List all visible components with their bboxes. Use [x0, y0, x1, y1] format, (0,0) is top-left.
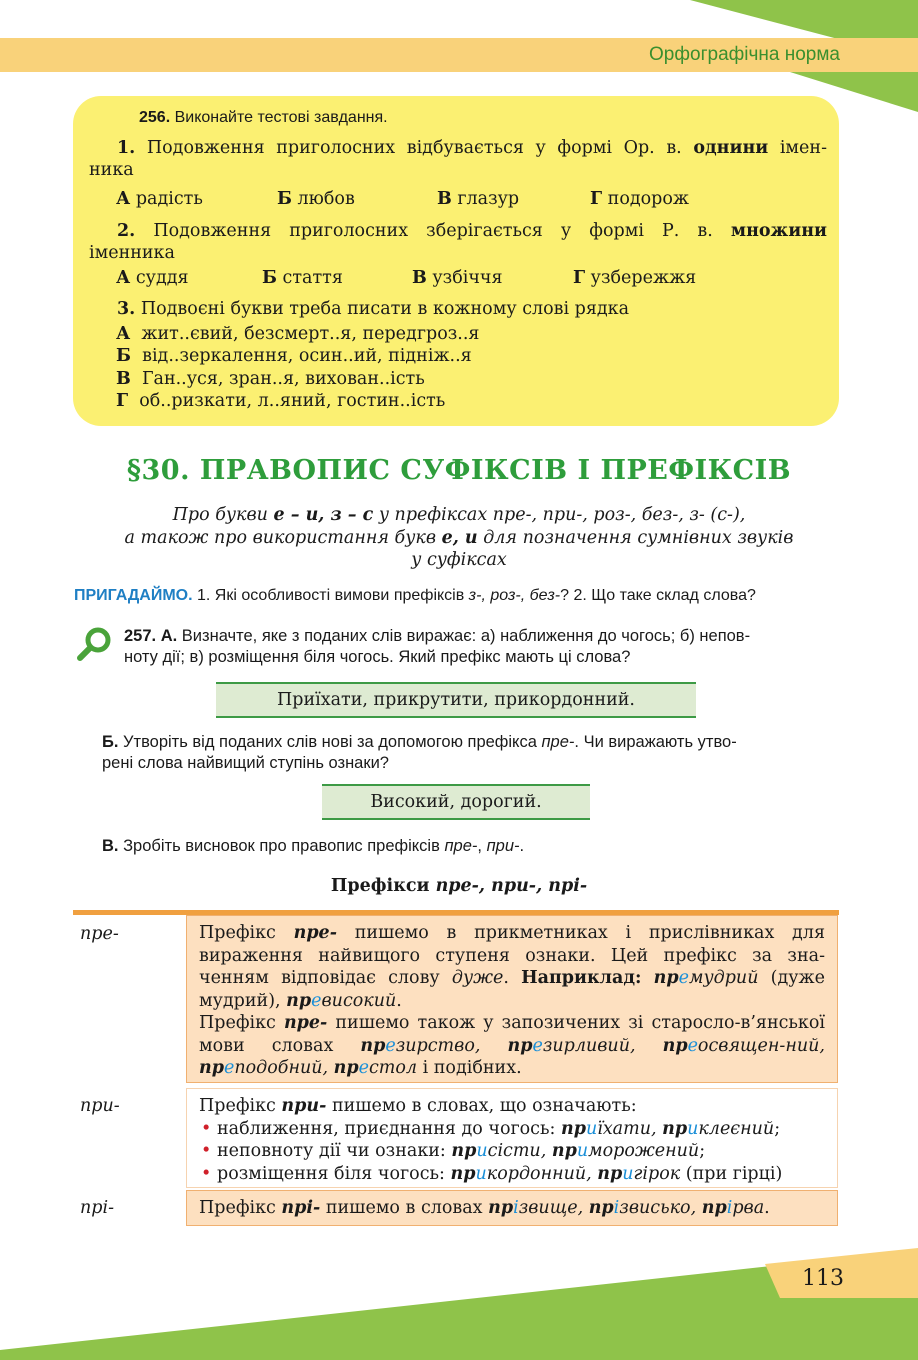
question-1: 1. Подовження приголосних відбувається у формі Ор. в. однини імен-: [117, 138, 827, 158]
rule-cell-pri: Префікс прі- пишемо в словах прізвище, прізвисько, прірва.: [186, 1190, 838, 1226]
section-subtitle-2: а також про використання букв е, и для позначення сумнівних звуків: [124, 528, 794, 548]
row-label-pre: пре-: [80, 924, 119, 944]
word-list-b: Високий, дорогий.: [322, 784, 590, 820]
option-a: А суддя: [116, 268, 189, 288]
question-3-option-h: Г об..ризкати, л..яний, гостин..ість: [116, 391, 446, 411]
option-h: Г подорож: [590, 189, 690, 209]
question-3-option-a: А жит..євий, безсмерт..я, передгроз..я: [116, 324, 480, 344]
word-list-a: Приїхати, прикрутити, прикордонний.: [216, 682, 696, 718]
option-v: В узбіччя: [412, 268, 503, 288]
option-a: А радість: [116, 189, 203, 209]
exercise-257-b: Б. Утворіть від поданих слів нові за допомогою префікса пре-. Чи виражають утво- рені слова найвищий ступінь ознаки?: [102, 733, 737, 772]
question-2: 2. Подовження приголосних зберігається у формі Р. в. множини: [117, 221, 827, 241]
question-2-cont: іменника: [89, 243, 175, 263]
list-item: • наближення, приєднання до чогось: приїхати, приклеєний;: [201, 1118, 781, 1139]
running-header: Орфографічна норма: [649, 44, 840, 65]
question-3-option-b: Б від..зеркалення, осин..ий, підніж..я: [116, 346, 472, 366]
rule-cell-pry: Префікс при- пишемо в словах, що означають: • наближення, приєднання до чогось: приїхати, приклеєний; • неповноту дії чи ознаки: присісти, приморожений; • розміщення біля чогось: прикордонний, пригірок (при гірці): [186, 1088, 838, 1188]
question-1-cont: ника: [89, 160, 134, 180]
option-v: В глазур: [437, 189, 520, 209]
option-h: Г узбережжя: [573, 268, 697, 288]
remember-note: ПРИГАДАЙМО. 1. Які особливості вимови префіксів з-, роз-, без-? 2. Що таке склад слова?: [74, 587, 756, 604]
exercise-257-a: 257. А. Визначте, яке з поданих слів виражає: а) наближення до чогось; б) непов- ноту дії; в) розміщення біля чогось. Який префікс мають ці слова?: [124, 627, 751, 666]
rule-cell-pre: Префікс пре- пишемо в прикметниках і прислівниках для вираження найвищого ступеня ознаки. Цей префікс за зна-ченням відповідає слову дуже. Наприклад: премудрий (дуже мудрий), превисокий. Префікс пре- пишемо також у запозичених зі старосло-в’янської мови словах презирство, презирливий, преосвящен-ний, преподобний, престол і подібних.: [186, 915, 838, 1083]
row-label-pry: при-: [80, 1096, 120, 1116]
section-title: §30. ПРАВОПИС СУФІКСІВ І ПРЕФІКСІВ: [126, 455, 792, 486]
list-item: • розміщення біля чогось: прикордонний, пригірок (при гірці): [201, 1163, 783, 1184]
list-item: • неповноту дії чи ознаки: присісти, приморожений;: [201, 1141, 706, 1161]
exercise-256-heading: 256. Виконайте тестові завдання.: [139, 109, 388, 126]
option-b: Б стаття: [262, 268, 343, 288]
bottom-decoration: [0, 1240, 918, 1360]
option-b: Б любов: [277, 189, 355, 209]
exercise-257-v: В. Зробіть висновок про правопис префіксів пре-, при-.: [102, 837, 525, 855]
section-subtitle-3: у суфіксах: [411, 550, 507, 570]
rules-table-title: Префікси пре-, при-, прі-: [330, 876, 588, 896]
row-label-pri: прі-: [80, 1198, 114, 1218]
page-number: 113: [802, 1266, 844, 1291]
section-subtitle-1: Про букви е – и, з – с у префіксах пре-, при-, роз-, без-, з- (с-),: [172, 505, 746, 525]
question-3-option-v: В Ган..уся, зран..я, вихован..ість: [116, 369, 425, 389]
magnifier-icon: [76, 626, 114, 662]
question-3: 3. Подвоєні букви треба писати в кожному слові рядка: [117, 299, 630, 319]
